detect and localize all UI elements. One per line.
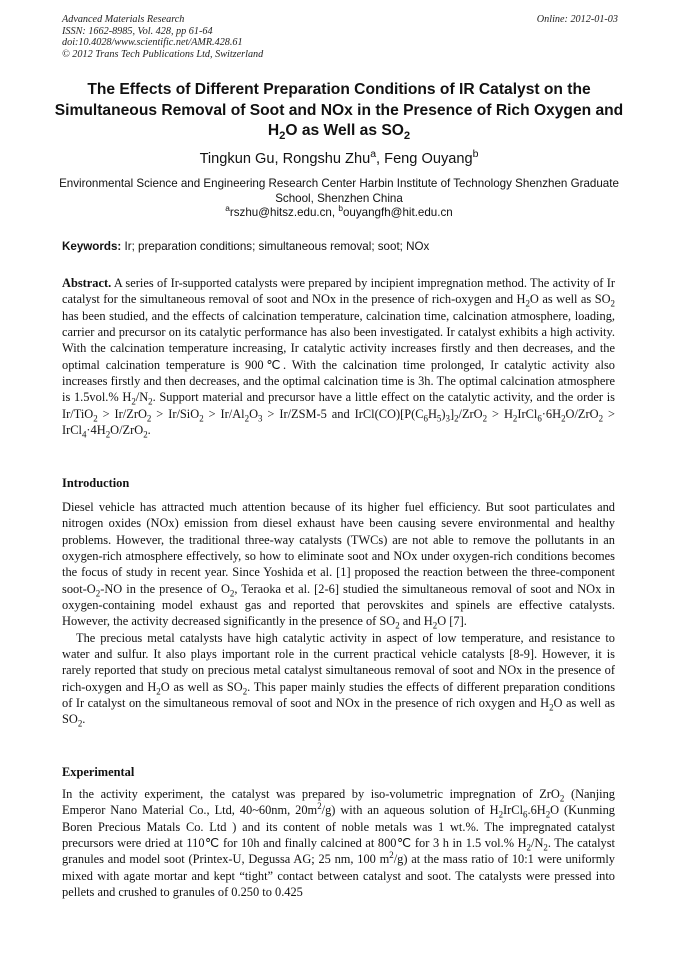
author-list: Tingkun Gu, Rongshu Zhu$^a$, Feng Ouyang$^b$ — [199, 148, 479, 167]
journal-header — [62, 14, 618, 60]
experimental-body: In the activity experiment, the catalyst was prepared by iso-volumetric impregnation of ZrO$_2$ (Nanjing Emperor Nano Material Co., Ltd, 40~60nm, $20m^2/g$) with an aqueous solution of $H_2IrCl_6.6H_2O$ (Kunming Boren Precious Matals Co. Ltd ) and its content of noble metals was 1 wt.%. The impregnated catalyst precursors were dried at 110℃ for 10h and finally calcined at 800℃ for 3 h in 1.5 vol.% $H_2/N_2$. The catalyst granules and model soot (Printex-U, Degussa AG; 25 nm, 100 $m^2/g$) at the mass ratio of 10:1 were uniformly mixed with agate mortar and kept “tight” contact between catalyst and soot. The catalysts were pressed into pellets and crushed to granules of 0.250 to 0.425 — [62, 787, 615, 900]
affiliation-line: Environmental Science and Engineering Research Center Harbin Institute of Technology Shenzhen Graduate School, Shenzhen China — [59, 177, 619, 205]
section-heading-introduction: Introduction — [62, 476, 130, 490]
abstract: Abstract. A series of Ir-supported catalysts were prepared by incipient impregnation method. The activity of Ir catalyst for the simultaneous removal of soot and NOx in the presence of rich-oxygen and $H_2O$ as well as $SO_2$ has been studied, and the effects of calcination temperature, calcination time, calcination atmosphere, loading, carrier and precursor on its catalytic performance has also been investigated. Ir catalyst exhibits a high activity. With the calcination temperature increasing, Ir catalytic activity increases firstly and then decreases, and the optimal calcination temperature is 900℃. With the calcination time prolonged, Ir catalytic activity also increases firstly and then decreases, and the optimal calcination time is 3h. The optimal calcination atmosphere is 1.5vol.% $H_2/N_2$. Support material and precursor have a little effect on the catalytic activity, and the order is $Ir/TiO_2 > Ir/ZrO_2 > Ir/SiO_2 > Ir/Al_2O_3 > Ir/ZSM-5$ and $IrCl(CO)[P(C_6H_5)_3]_2/ZrO_2$ > $H_2IrCl_6\cdot 6H_2O/ZrO_2$ > $IrCl_4\cdot 4H_2O/ZrO_2$. — [62, 276, 615, 440]
doi: doi:10.4028/www.scientific.net/AMR.428.61 — [62, 37, 243, 49]
section-heading-experimental: Experimental — [62, 765, 135, 779]
keywords: Keywords: Ir; preparation conditions; simultaneous removal; soot; NOx — [62, 240, 430, 253]
paragraph: Diesel vehicle has attracted much attention because of its higher fuel efficiency. But soot particulates and nitrogen oxides (NOx) emission from diesel exhaust have been causing severe environmental and healthy problems. However, the traditional three-way catalysts (TWCs) are not able to remove the pollutants in an oxygen-rich atmosphere effectively, so how to eliminate soot and NOx under oxygen-rich conditions becomes the focus of study in recent year. Since Yoshida et al. [1] proposed the reaction between the three-component soot-$O_2-NO$ in the presence of $O_2$, Teraoka et al. [2-6] studied the simultaneous removal of soot and NOx in oxygen-containing model exhaust gas and reported that perovskites and spinels are effective catalysts. However, the activity decreased significantly in the presence of $SO_2$ and $H_2O$ [7]. — [62, 500, 615, 631]
introduction-body — [62, 499, 615, 728]
journal-name: Advanced Materials Research — [62, 14, 185, 25]
copyright: © 2012 Trans Tech Publications Ltd, Switzerland — [62, 48, 264, 60]
online-date: Online: 2012-01-03 — [536, 14, 618, 25]
paper-title: The Effects of Different Preparation Conditions of IR Catalyst on the Simultaneous Removal of Soot and NOx in the Presence of Rich Oxygen and $H_2O$ as Well as $SO_2$ — [54, 81, 624, 143]
paragraph: The precious metal catalysts have high catalytic activity in aspect of low temperature, and resistance to water and sulfur. It also plays important role in the current practical vehicle catalysts [8-9]. However, it is rarely reported that study on precious metal catalyst simultaneous removal of soot and NOx in the presence of rich-oxygen and $H_2O$ as well as $SO_2$. This paper mainly studies the effects of different preparation conditions of Ir catalyst on the simultaneous removal of soot and NOx in the presence of rich oxygen and $H_2O$ as well as $SO_2$. — [62, 630, 616, 729]
issn: ISSN: 1662-8985, Vol. 428, pp 61-64 — [62, 25, 213, 37]
author-emails: $^a$rszhu@hitsz.edu.cn, $^b$ouyangfh@hit.edu.cn — [225, 203, 453, 220]
affiliation — [40, 177, 638, 221]
